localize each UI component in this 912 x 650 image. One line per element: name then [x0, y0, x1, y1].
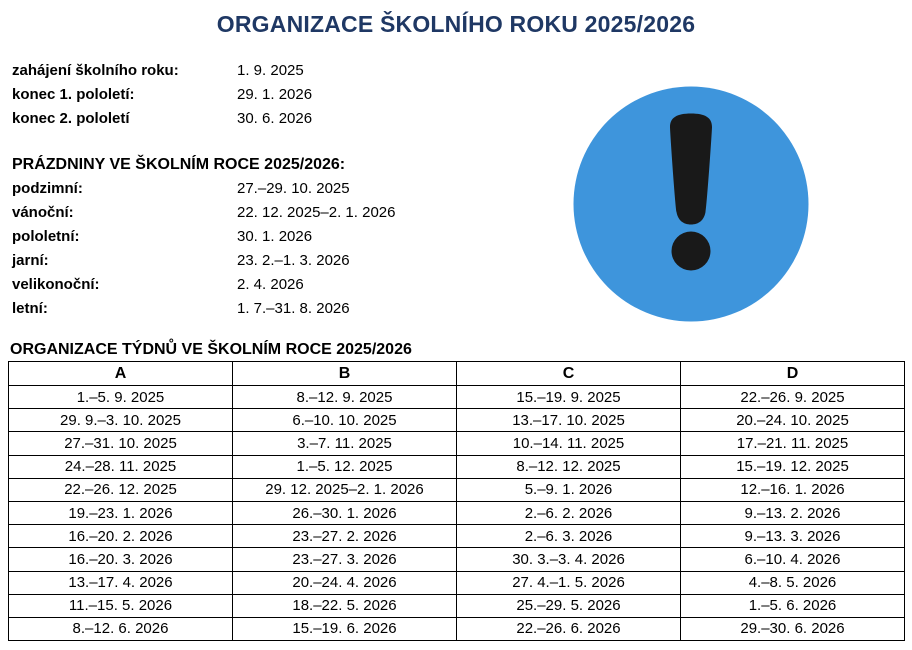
- week-cell: 27.–31. 10. 2025: [9, 432, 233, 455]
- table-row: [9, 548, 905, 571]
- table-row: [9, 432, 905, 455]
- week-cell: 26.–30. 1. 2026: [233, 501, 457, 524]
- holiday-row-value: 30. 1. 2026: [237, 228, 313, 245]
- week-cell: 18.–22. 5. 2026: [233, 594, 457, 617]
- week-cell: 11.–15. 5. 2026: [9, 594, 233, 617]
- week-cell: 27. 4.–1. 5. 2026: [457, 571, 681, 594]
- week-cell: 20.–24. 10. 2025: [681, 409, 905, 432]
- holiday-row-label: jarní:: [12, 252, 49, 269]
- week-cell: 29. 9.–3. 10. 2025: [9, 409, 233, 432]
- holiday-row-value: 1. 7.–31. 8. 2026: [237, 300, 350, 317]
- holidays-section: [12, 153, 395, 321]
- table-row: [9, 594, 905, 617]
- holiday-row-label: letní:: [12, 300, 48, 317]
- table-row: [9, 501, 905, 524]
- week-cell: 23.–27. 3. 2026: [233, 548, 457, 571]
- holiday-row-value: 2. 4. 2026: [237, 276, 304, 293]
- week-cell: 13.–17. 10. 2025: [457, 409, 681, 432]
- week-cell: 5.–9. 1. 2026: [457, 478, 681, 501]
- week-cell: 1.–5. 9. 2025: [9, 386, 233, 409]
- table-row: [9, 386, 905, 409]
- week-cell: 12.–16. 1. 2026: [681, 478, 905, 501]
- exclamation-icon: [573, 86, 809, 322]
- week-cell: 10.–14. 11. 2025: [457, 432, 681, 455]
- week-cell: 8.–12. 12. 2025: [457, 455, 681, 478]
- weeks-table-column-header: C: [457, 362, 681, 386]
- week-cell: 4.–8. 5. 2026: [681, 571, 905, 594]
- week-cell: 29.–30. 6. 2026: [681, 617, 905, 640]
- table-row: [9, 571, 905, 594]
- week-cell: 29. 12. 2025–2. 1. 2026: [233, 478, 457, 501]
- table-row: [9, 525, 905, 548]
- week-cell: 16.–20. 3. 2026: [9, 548, 233, 571]
- week-cell: 23.–27. 2. 2026: [233, 525, 457, 548]
- key-dates-list: [12, 59, 312, 131]
- key-date-row-label: konec 1. pololetí:: [12, 86, 135, 103]
- holidays-list: [12, 177, 395, 321]
- weeks-table-body: [9, 386, 905, 641]
- week-cell: 1.–5. 12. 2025: [233, 455, 457, 478]
- week-cell: 1.–5. 6. 2026: [681, 594, 905, 617]
- week-cell: 17.–21. 11. 2025: [681, 432, 905, 455]
- holiday-row-value: 22. 12. 2025–2. 1. 2026: [237, 204, 396, 221]
- week-cell: 30. 3.–3. 4. 2026: [457, 548, 681, 571]
- week-cell: 9.–13. 2. 2026: [681, 501, 905, 524]
- key-date-row: [12, 83, 312, 107]
- holiday-row: [12, 249, 395, 273]
- week-cell: 22.–26. 6. 2026: [457, 617, 681, 640]
- week-cell: 16.–20. 2. 2026: [9, 525, 233, 548]
- week-cell: 2.–6. 2. 2026: [457, 501, 681, 524]
- weeks-table: [8, 361, 905, 641]
- table-row: [9, 455, 905, 478]
- week-cell: 25.–29. 5. 2026: [457, 594, 681, 617]
- key-date-row: [12, 107, 312, 131]
- week-cell: 6.–10. 4. 2026: [681, 548, 905, 571]
- key-date-row-value: 1. 9. 2025: [237, 62, 304, 79]
- week-cell: 15.–19. 9. 2025: [457, 386, 681, 409]
- holiday-row: [12, 225, 395, 249]
- holidays-heading: PRÁZDNINY VE ŠKOLNÍM ROCE 2025/2026:: [12, 156, 346, 173]
- page-title: ORGANIZACE ŠKOLNÍHO ROKU 2025/2026: [216, 11, 696, 37]
- week-cell: 3.–7. 11. 2025: [233, 432, 457, 455]
- weeks-table-column-header: B: [233, 362, 457, 386]
- week-cell: 24.–28. 11. 2025: [9, 455, 233, 478]
- holiday-row: [12, 297, 395, 321]
- week-cell: 22.–26. 12. 2025: [9, 478, 233, 501]
- holiday-row: [12, 177, 395, 201]
- week-cell: 6.–10. 10. 2025: [233, 409, 457, 432]
- week-cell: 2.–6. 3. 2026: [457, 525, 681, 548]
- week-cell: 8.–12. 6. 2026: [9, 617, 233, 640]
- week-cell: 20.–24. 4. 2026: [233, 571, 457, 594]
- week-cell: 15.–19. 6. 2026: [233, 617, 457, 640]
- weeks-table-column-header: D: [681, 362, 905, 386]
- holiday-row-label: podzimní:: [12, 180, 83, 197]
- table-row: [9, 409, 905, 432]
- holiday-row-label: pololetní:: [12, 228, 80, 245]
- holiday-row: [12, 201, 395, 225]
- week-cell: 15.–19. 12. 2025: [681, 455, 905, 478]
- table-row: [9, 478, 905, 501]
- week-cell: 19.–23. 1. 2026: [9, 501, 233, 524]
- table-row: [9, 617, 905, 640]
- holiday-row-label: vánoční:: [12, 204, 74, 221]
- key-date-row: [12, 59, 312, 83]
- key-date-row-label: konec 2. pololetí: [12, 110, 130, 127]
- key-date-row-label: zahájení školního roku:: [12, 62, 179, 79]
- holiday-row-label: velikonoční:: [12, 276, 100, 293]
- week-cell: 22.–26. 9. 2025: [681, 386, 905, 409]
- holiday-row-value: 23. 2.–1. 3. 2026: [237, 252, 350, 269]
- holiday-row: [12, 273, 395, 297]
- holiday-row-value: 27.–29. 10. 2025: [237, 180, 350, 197]
- weeks-table-header-row: [9, 362, 905, 386]
- week-cell: 9.–13. 3. 2026: [681, 525, 905, 548]
- weeks-table-column-header: A: [9, 362, 233, 386]
- week-cell: 13.–17. 4. 2026: [9, 571, 233, 594]
- week-cell: 8.–12. 9. 2025: [233, 386, 457, 409]
- weeks-table-title: ORGANIZACE TÝDNŮ VE ŠKOLNÍM ROCE 2025/2026: [10, 341, 412, 358]
- key-date-row-value: 30. 6. 2026: [237, 110, 313, 127]
- key-date-row-value: 29. 1. 2026: [237, 86, 313, 103]
